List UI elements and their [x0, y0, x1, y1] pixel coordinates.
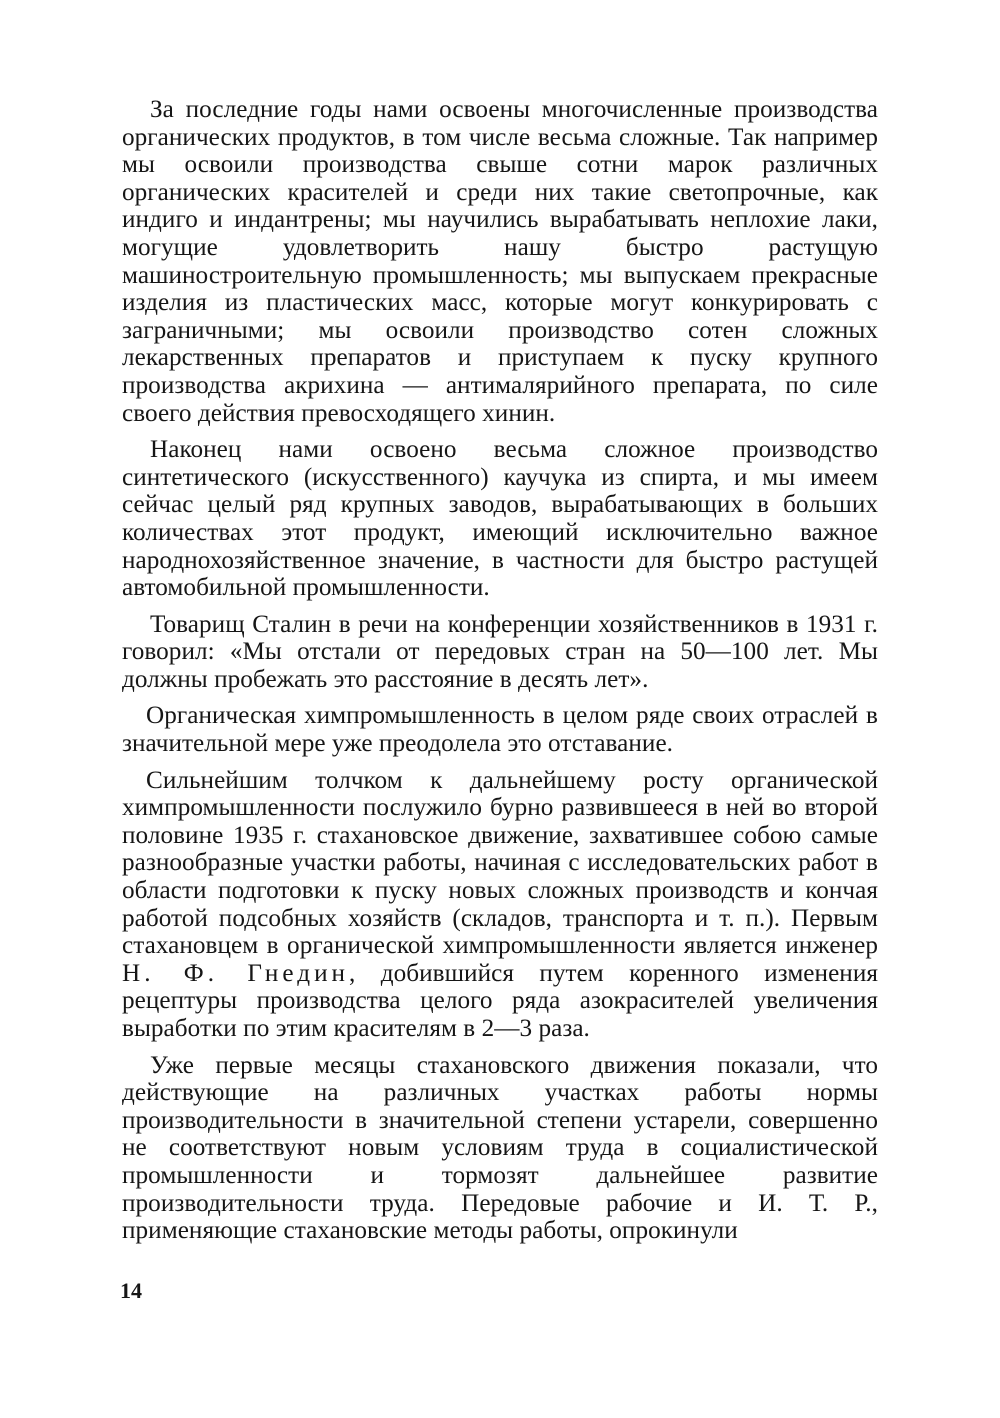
body-text — [122, 96, 878, 1254]
page-number: 14 — [120, 1278, 142, 1303]
paragraph: Наконец нами освоено весьма сложное производство синтетического (искусственного) каучука из спирта, и мы имеем сейчас целый ряд крупных заводов, вырабатывающих в больших количествах этот продукт, имеющий исключительно важное народнохозяйственное значение, в частности для быстро растущей автомобильной промышленности. — [122, 436, 878, 602]
paragraph-text: , добившийся путем коренного изменения рецептуры производства целого ряда азокрасителей увеличения выработки по этим красителям в 2—3 раза. — [122, 959, 878, 1042]
paragraph: За последние годы нами освоены многочисленные производства органических продуктов, в том числе весьма сложные. Так например мы освоили производства свыше сотни марок различных органических красителей и среди них такие светопрочные, как индиго и индантрены; мы научились вырабатывать неплохие лаки, могущие удовлетворить нашу быстро растущую машиностроительную промышленность; мы выпускаем прекрасные изделия из пластических масс, которые могут конкурировать с заграничными; мы освоили производство сотен сложных лекарственных препаратов и приступаем к пуску крупного производства акрихина — антималярийного препарата, по силе своего действия превосходящего хинин. — [122, 96, 878, 427]
paragraph: Товарищ Сталин в речи на конференции хозяйственников в 1931 г. говорил: «Мы отстали от передовых стран на 50—100 лет. Мы должны пробежать это расстояние в десять лет». — [122, 610, 878, 693]
paragraph-text: Сильнейшим толчком к дальнейшему росту органической химпромышленности послужило бурно развившееся в ней во второй половине 1935 г. стахановское движение, захватившее собою самые разнообразные участки работы, начиная с исследовательских работ в области подготовки к пуску новых сложных производств и кончая работой подсобных хозяйств (складов, транспорта и т. п.). Первым стахановцем в органической химпромышленности является инженер — [122, 766, 878, 960]
paragraph: Уже первые месяцы стахановского движения показали, что действующие на различных участках работы нормы производительности в значительной степени устарели, совершенно не соответствуют новым условиям труда в социалистической промышленности и тормозят дальнейшее развитие производительности труда. Передовые рабочие и И. Т. Р., применяющие стахановские методы работы, опрокинули — [122, 1051, 878, 1245]
paragraph — [122, 767, 878, 1043]
paragraph: Органическая химпромышленность в целом ряде своих отраслей в значительной мере уже преодолела это отставание. — [122, 702, 878, 758]
person-name: Н. Ф. Гнедин — [122, 959, 350, 987]
